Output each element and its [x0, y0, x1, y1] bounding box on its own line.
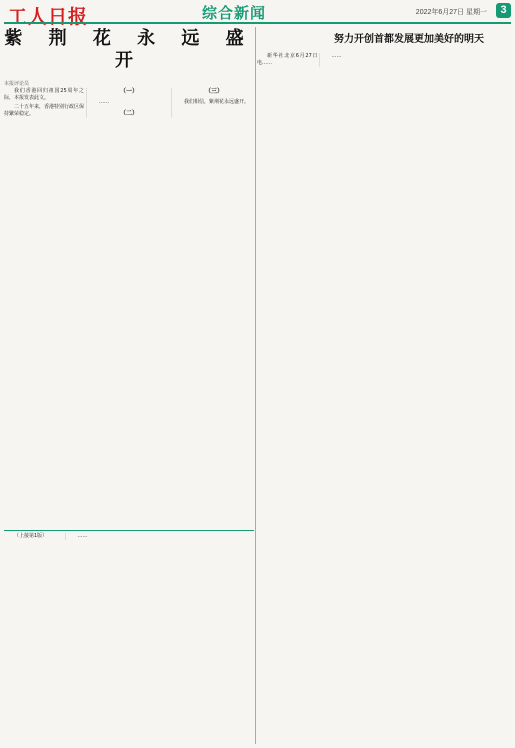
right-paragraph: 新华社北京6月27日电…… [257, 53, 318, 66]
masthead: 工人日报 [8, 6, 89, 28]
lead-paragraph: …… [99, 99, 109, 105]
header-rule [4, 22, 511, 24]
lead-subhead: （一） [119, 88, 138, 95]
lead-title: 紫 荆 花 永 远 盛 开 [4, 28, 254, 71]
date: 2022年6月27日 星期一 [415, 9, 487, 16]
lead-paragraph: 我们香港回归祖国25周年之际，本报发表此文。 [4, 88, 84, 101]
page-number: 3 [496, 3, 511, 18]
lead-byline: 本报评论员 [4, 81, 30, 87]
lead-article [4, 28, 254, 526]
lead-body [4, 88, 254, 118]
bottom-body [4, 533, 254, 540]
bottom-article [4, 530, 254, 747]
lead-subhead: （二） [119, 110, 138, 117]
bottom-paragraph: （上接第1版） [14, 533, 48, 539]
right-body [257, 53, 511, 67]
right-paragraph: …… [331, 53, 342, 59]
lead-subhead: （三） [204, 88, 223, 95]
bottom-paragraph: …… [77, 533, 88, 539]
lead-paragraph: 我们相信，紫荆花永远盛开。 [184, 99, 250, 105]
right-article [257, 28, 511, 744]
right-title: 努力开创首都发展更加美好的明天 [334, 34, 484, 45]
section-title: 综合新闻 [202, 5, 267, 22]
right-header [257, 28, 511, 53]
column-divider [255, 27, 256, 744]
lead-paragraph: 二十五年来，香港特别行政区保持繁荣稳定。 [4, 104, 85, 117]
